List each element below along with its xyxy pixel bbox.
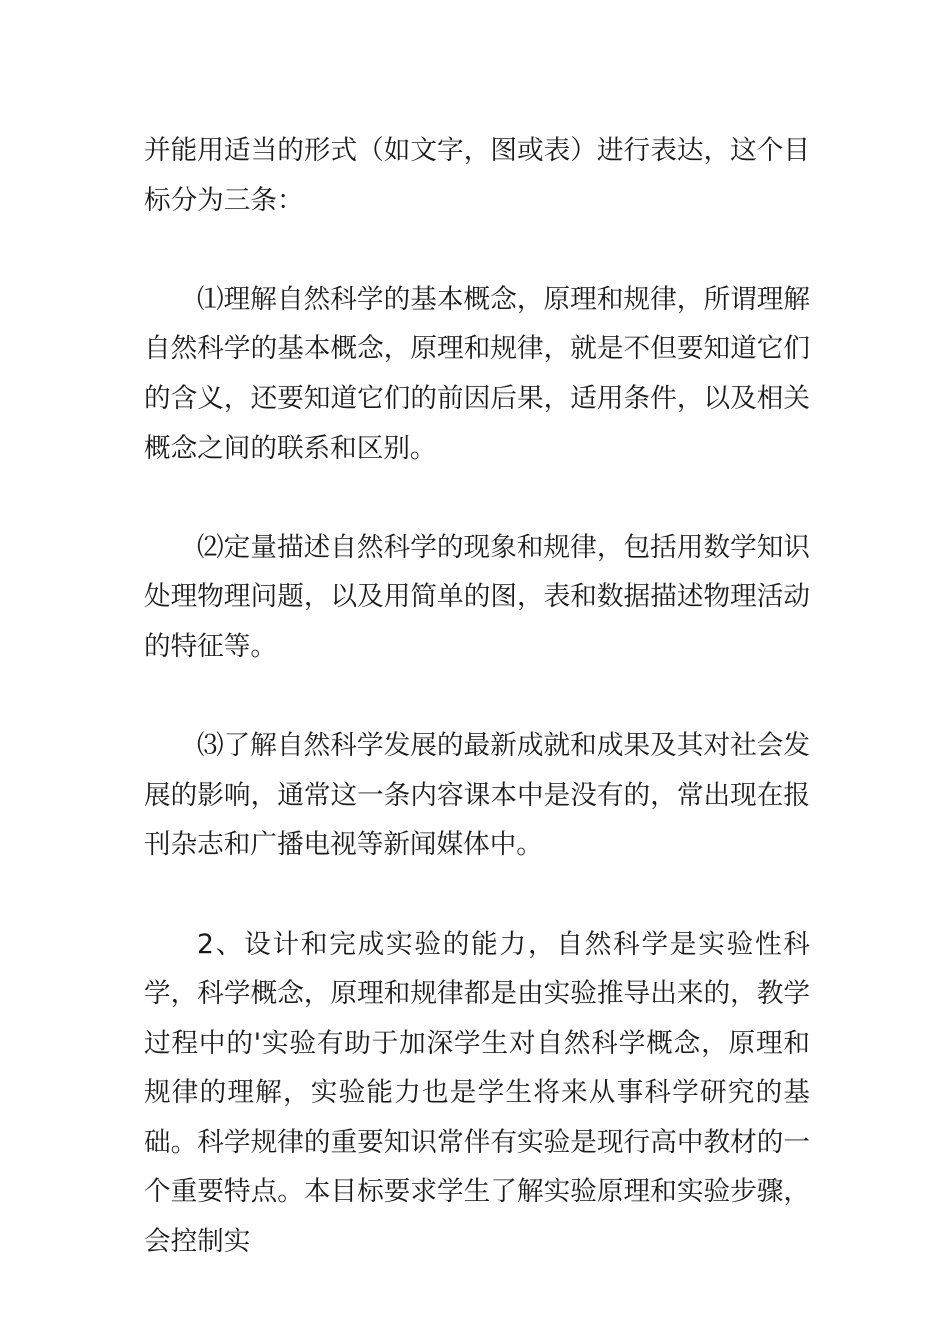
paragraph-item-3: ⑶了解自然科学发展的最新成就和成果及其对社会发展的影响，通常这一条内容课本中是没有的，常出现在报刊杂志和广播电视等新闻媒体中。	[144, 730, 810, 861]
document-body	[144, 126, 810, 1267]
paragraph-intro: 并能用适当的形式（如文字，图或表）进行表达，这个目标分为三条：	[144, 135, 810, 216]
paragraph-section-2: 2、设计和完成实验的能力，自然科学是实验性科学，科学概念，原理和规律都是由实验推导出来的，教学过程中的'实验有助于加深学生对自然科学概念，原理和规律的理解，实验能力也是学生将来从事科学研究的基础。科学规律的重要知识常伴有实验是现行高中教材的一个重要特点。本目标要求学生了解实验原理和实验步骤，会控制实	[144, 928, 810, 1258]
paragraph-item-1: ⑴理解自然科学的基本概念，原理和规律，所谓理解自然科学的基本概念，原理和规律，就是不但要知道它们的含义，还要知道它们的前因后果，适用条件，以及相关概念之间的联系和区别。	[144, 283, 810, 464]
paragraph-item-2: ⑵定量描述自然科学的现象和规律，包括用数学知识处理物理问题，以及用简单的图，表和数据描述物理活动的特征等。	[144, 531, 810, 662]
